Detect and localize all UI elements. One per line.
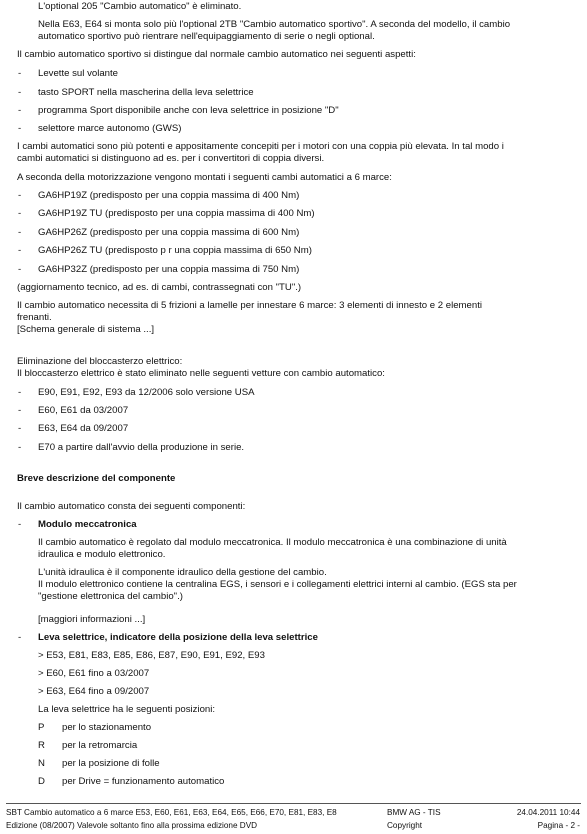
engine-paragraph-line1: I cambi automatici sono più potenti e appositamente concepiti per i motori con una coppia più elevata. In tal modo i bbox=[17, 141, 504, 152]
list-item: Levette sul volante bbox=[38, 68, 119, 79]
list-item: E60, E61 da 03/2007 bbox=[38, 405, 129, 416]
more-info-link[interactable]: [maggiori informazioni ...] bbox=[38, 614, 146, 625]
selector-model-link[interactable]: > E63, E64 fino a 09/2007 bbox=[38, 686, 150, 697]
list-dash: - bbox=[18, 208, 22, 219]
footer-edition: Edizione (08/2007) Valevole soltanto fino alla prossima edizione DVD bbox=[6, 821, 258, 830]
footer-copyright: Copyright bbox=[387, 821, 423, 830]
system-overview-link[interactable]: [Schema generale di sistema ...] bbox=[17, 324, 155, 335]
position-key: R bbox=[38, 740, 45, 751]
list-item: GA6HP32Z (predisposto per una coppia massima di 750 Nm) bbox=[38, 264, 300, 275]
intro-line-optional: L'optional 205 "Cambio automatico" è eliminato. bbox=[38, 1, 242, 12]
list-dash: - bbox=[18, 264, 22, 275]
tech-update-note: (aggiornamento tecnico, ad es. di cambi, contrassegnati con "TU".) bbox=[17, 282, 302, 293]
selector-positions-intro: La leva selettrice ha le seguenti posizioni: bbox=[38, 704, 216, 715]
mechatronic-p2-line1: L'unità idraulica è il componente idraulico della gestione del cambio. bbox=[38, 567, 327, 578]
selector-model-link[interactable]: > E53, E81, E83, E85, E86, E87, E90, E91, E92, E93 bbox=[38, 650, 265, 661]
list-dash: - bbox=[18, 423, 22, 434]
clutch-paragraph-line2: frenanti. bbox=[17, 312, 52, 323]
mechatronic-p1-line1: Il cambio automatico è regolato dal modulo meccatronica. Il modulo meccatronica è una combinazione di unità bbox=[38, 537, 507, 548]
list-dash: - bbox=[18, 405, 22, 416]
intro-line-e63: Nella E63, E64 si monta solo più l'optional 2TB "Cambio automatico sportivo". A seconda del modello, il cambio bbox=[38, 19, 511, 30]
footer-divider bbox=[6, 803, 581, 804]
clutch-paragraph-line1: Il cambio automatico necessita di 5 frizioni a lamelle per innestare 6 marce: 3 elementi di innesto e 2 elementi bbox=[17, 300, 483, 311]
footer-publisher: BMW AG - TIS bbox=[387, 808, 441, 817]
footer-doc-title: SBT Cambio automatico a 6 marce E53, E60, E61, E63, E64, E65, E66, E70, E81, E83, E8 bbox=[6, 808, 337, 817]
list-dash: - bbox=[18, 227, 22, 238]
mechatronic-p2-line2: Il modulo elettronico contiene la centralina EGS, i sensori e i collegamenti elettrici interni al cambio. (EGS sta per bbox=[38, 579, 517, 590]
mechatronic-p2-line3: "gestione elettronica del cambio".) bbox=[38, 591, 183, 602]
position-desc: per lo stazionamento bbox=[62, 722, 152, 733]
intro-line-e63-cont: automatico sportivo può rientrare nell'equipaggiamento di serie o negli optional. bbox=[38, 31, 375, 42]
list-item: E90, E91, E92, E93 da 12/2006 solo versione USA bbox=[38, 387, 255, 398]
steering-lock-title: Eliminazione del bloccasterzo elettrico: bbox=[17, 356, 183, 367]
mechatronic-p1-line2: idraulica e modulo elettronico. bbox=[38, 549, 166, 560]
list-dash: - bbox=[18, 123, 22, 134]
list-dash: - bbox=[18, 387, 22, 398]
component-heading: Breve descrizione del componente bbox=[17, 473, 176, 484]
list-item: GA6HP26Z TU (predisposto p r una coppia massima di 650 Nm) bbox=[38, 245, 312, 256]
sport-aspects-intro: Il cambio automatico sportivo si distingue dal normale cambio automatico nei seguenti aspetti: bbox=[17, 49, 416, 60]
list-dash: - bbox=[18, 519, 22, 530]
position-desc: per la posizione di folle bbox=[62, 758, 160, 769]
list-item: programma Sport disponibile anche con leva selettrice in posizione "D" bbox=[38, 105, 339, 116]
footer-page-number: Pagina - 2 - bbox=[537, 821, 580, 830]
footer-timestamp: 24.04.2011 10:44 bbox=[516, 808, 580, 817]
list-dash: - bbox=[18, 87, 22, 98]
position-desc: per Drive = funzionamento automatico bbox=[62, 776, 225, 787]
list-dash: - bbox=[18, 68, 22, 79]
position-key: P bbox=[38, 722, 45, 733]
selector-model-link[interactable]: > E60, E61 fino a 03/2007 bbox=[38, 668, 150, 679]
selector-lever-title: Leva selettrice, indicatore della posizione della leva selettrice bbox=[38, 632, 318, 643]
position-key: D bbox=[38, 776, 45, 787]
list-item: GA6HP26Z (predisposto per una coppia massima di 600 Nm) bbox=[38, 227, 300, 238]
list-dash: - bbox=[18, 632, 22, 643]
gearbox-models-intro: A seconda della motorizzazione vengono montati i seguenti cambi automatici a 6 marce: bbox=[17, 172, 392, 183]
list-item: E70 a partire dall'avvio della produzione in serie. bbox=[38, 442, 245, 453]
position-key: N bbox=[38, 758, 45, 769]
engine-paragraph-line2: cambi automatici si distinguono ad es. per i convertitori di coppia diversi. bbox=[17, 153, 325, 164]
component-intro: Il cambio automatico consta dei seguenti componenti: bbox=[17, 501, 246, 512]
list-dash: - bbox=[18, 105, 22, 116]
list-item: selettore marce autonomo (GWS) bbox=[38, 123, 182, 134]
position-desc: per la retromarcia bbox=[62, 740, 138, 751]
steering-lock-intro: Il bloccasterzo elettrico è stato eliminato nelle seguenti vetture con cambio automatico: bbox=[17, 368, 385, 379]
mechatronic-title: Modulo meccatronica bbox=[38, 519, 137, 530]
list-item: GA6HP19Z (predisposto per una coppia massima di 400 Nm) bbox=[38, 190, 300, 201]
list-dash: - bbox=[18, 190, 22, 201]
list-item: tasto SPORT nella mascherina della leva selettrice bbox=[38, 87, 254, 98]
list-dash: - bbox=[18, 442, 22, 453]
list-item: GA6HP19Z TU (predisposto per una coppia massima di 400 Nm) bbox=[38, 208, 315, 219]
list-dash: - bbox=[18, 245, 22, 256]
list-item: E63, E64 da 09/2007 bbox=[38, 423, 129, 434]
